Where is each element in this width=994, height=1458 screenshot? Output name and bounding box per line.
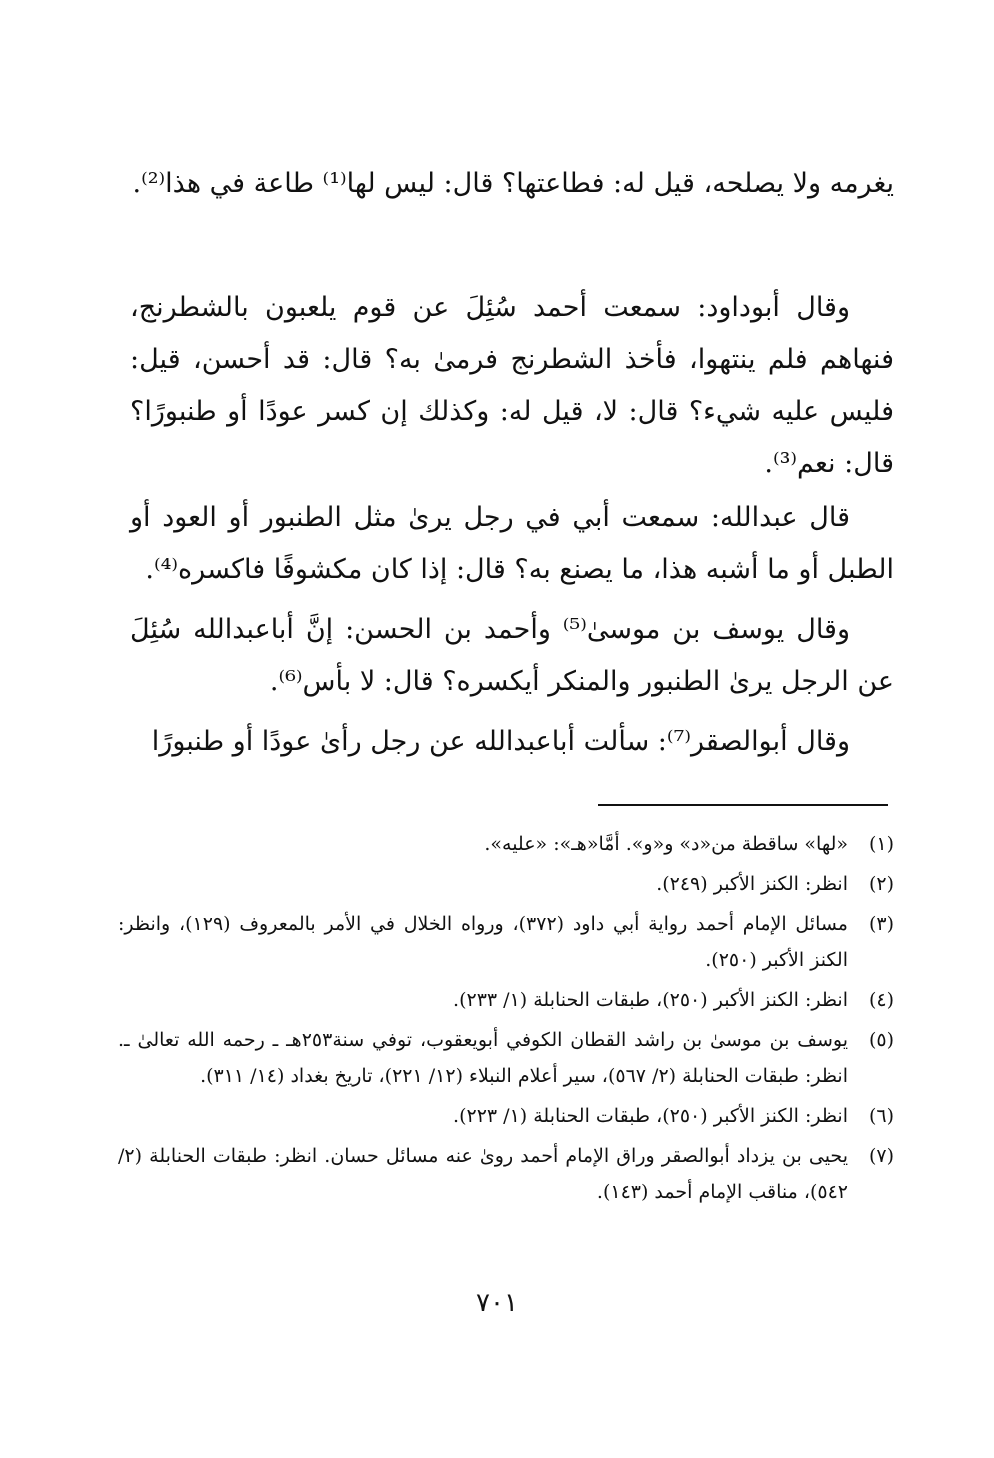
main-text bbox=[130, 158, 894, 210]
main-text-3 bbox=[130, 492, 894, 596]
paragraph-3: قال عبدالله: سمعت أبي في رجل يرىٰ مثل الطنبور أو العود أو الطبل أو ما أشبه هذا، ما يصنع به؟ قال: إذا كان مكشوفًا فاكسره⁽⁴⁾. bbox=[130, 502, 894, 585]
footnote-separator bbox=[598, 804, 888, 806]
footnote-text: يحيى بن يزداد أبوالصقر وراق الإمام أحمد روىٰ عنه مسائل حسان. انظر: طبقات الحنابلة (٢/ ٥٤٢)، مناقب الإمام أحمد (١٤٣). bbox=[118, 1145, 848, 1203]
page-number: ٧٠١ bbox=[476, 1288, 518, 1318]
paragraph-1: يغرمه ولا يصلحه، قيل له: فطاعتها؟ قال: ليس لها⁽¹⁾ طاعة في هذا⁽²⁾. bbox=[132, 168, 894, 199]
footnote-7 bbox=[118, 1138, 894, 1210]
paragraph-2: وقال أبوداود: سمعت أحمد سُئِلَ عن قوم يلعبون بالشطرنج، فنهاهم فلم ينتهوا، فأخذ الشطرنج فرمىٰ به؟ قال: قد أحسن، قيل: فليس عليه شيء؟ قال: لا، قيل له: وكذلك إن كسر عودًا أو طنبورًا؟ قال: نعم⁽³⁾. bbox=[130, 292, 894, 479]
footnote-5 bbox=[118, 1022, 894, 1094]
footnote-number: (٤) bbox=[868, 989, 894, 1011]
main-text-5 bbox=[130, 716, 894, 768]
footnote-text: انظر: الكنز الأكبر (٢٥٠)، طبقات الحنابلة (١/ ٢٣٣). bbox=[453, 989, 848, 1011]
footnote-text: انظر: الكنز الأكبر (٢٥٠)، طبقات الحنابلة (١/ ٢٢٣). bbox=[453, 1105, 848, 1127]
footnote-number: (٢) bbox=[868, 873, 894, 895]
footnote-number: (٣) bbox=[868, 913, 894, 935]
footnote-number: (٦) bbox=[868, 1105, 894, 1127]
paragraph-4: وقال يوسف بن موسىٰ⁽⁵⁾ وأحمد بن الحسن: إنَّ أباعبدالله سُئِلَ عن الرجل يرىٰ الطنبور والمنكر أيكسره؟ قال: لا بأس⁽⁶⁾. bbox=[130, 614, 894, 697]
main-text-4 bbox=[130, 604, 894, 708]
footnote-number: (٥) bbox=[868, 1029, 894, 1051]
footnote-text: «لها» ساقطة من«د» و«و». أمَّا«هـ»: «عليه». bbox=[484, 833, 848, 855]
footnotes bbox=[118, 826, 894, 1214]
footnote-number: (٧) bbox=[868, 1145, 894, 1167]
footnote-6 bbox=[118, 1098, 894, 1134]
footnote-text: انظر: الكنز الأكبر (٢٤٩). bbox=[656, 873, 848, 895]
main-text-2 bbox=[130, 282, 894, 490]
footnote-number: (١) bbox=[868, 833, 894, 855]
footnote-text: مسائل الإمام أحمد رواية أبي داود (٣٧٢)، ورواه الخلال في الأمر بالمعروف (١٢٩)، وانظر: الكنز الأكبر (٢٥٠). bbox=[118, 913, 848, 971]
footnote-1 bbox=[118, 826, 894, 862]
footnote-text: يوسف بن موسىٰ بن راشد القطان الكوفي أبويعقوب، توفي سنة٢٥٣هـ ـ رحمه الله تعالىٰ ـ. انظر: طبقات الحنابلة (٢/ ٥٦٧)، سير أعلام النبلاء (١٢/ ٢٢١)، تاريخ بغداد (١٤/ ٣١١). bbox=[118, 1029, 848, 1087]
footnote-3 bbox=[118, 906, 894, 978]
footnote-2 bbox=[118, 866, 894, 902]
footnote-4 bbox=[118, 982, 894, 1018]
paragraph-5: وقال أبوالصقر⁽⁷⁾: سألت أباعبدالله عن رجل رأىٰ عودًا أو طنبورًا bbox=[151, 726, 850, 757]
